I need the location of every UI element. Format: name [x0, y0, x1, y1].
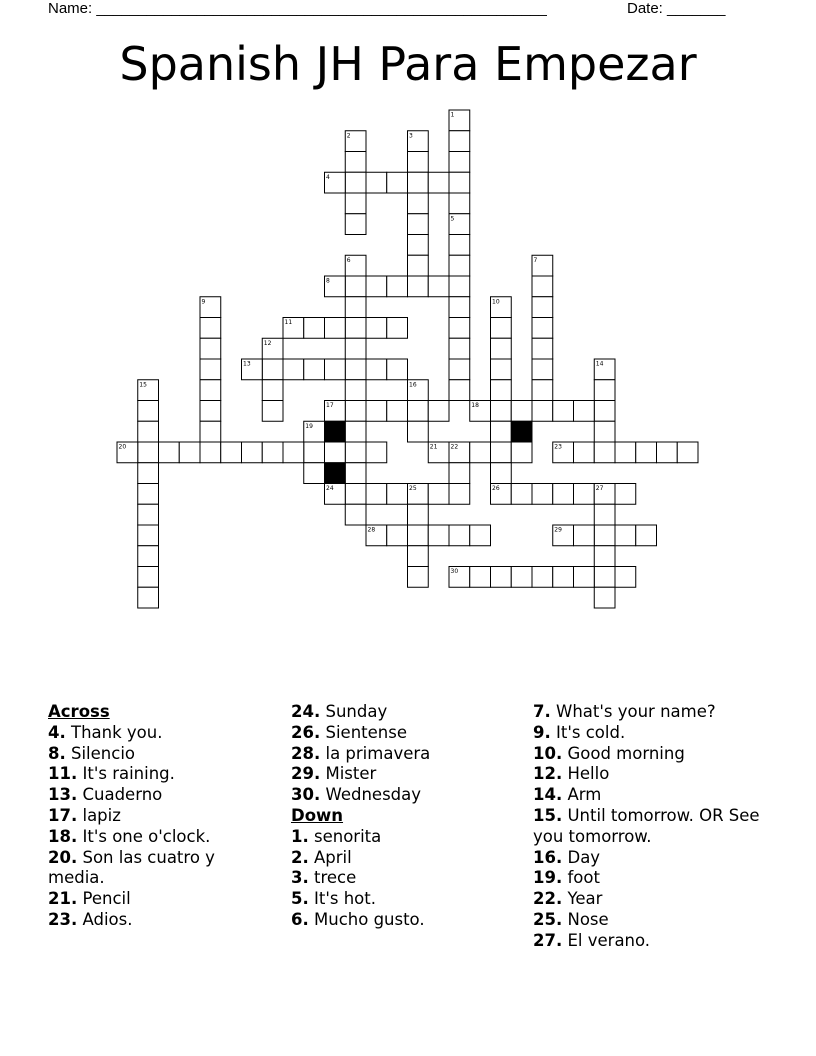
grid-cell[interactable]	[408, 172, 429, 193]
clue-text: Sientense	[325, 722, 407, 742]
clue-number: 29.	[291, 764, 321, 784]
grid-cell[interactable]	[345, 276, 366, 297]
clue-item	[533, 931, 763, 952]
grid-cell[interactable]	[615, 525, 636, 546]
clue-number-label: 18	[471, 402, 479, 409]
grid-cell[interactable]	[283, 442, 304, 463]
clue-number: 30.	[291, 785, 321, 805]
grid-cell[interactable]	[138, 525, 159, 546]
clue-number-label: 17	[326, 402, 334, 409]
grid-cell[interactable]	[532, 484, 553, 505]
clue-number: 13.	[48, 785, 78, 805]
clue-number-label: 6	[346, 256, 351, 264]
grid-cell[interactable]	[138, 546, 159, 567]
grid-cell[interactable]	[200, 442, 221, 463]
grid-cell[interactable]	[449, 193, 470, 214]
clue-text: Sunday	[325, 702, 388, 721]
grid-cell[interactable]	[408, 525, 429, 546]
clue-number: 20.	[48, 847, 78, 867]
clue-number-label: 8	[326, 277, 330, 285]
grid-cell[interactable]	[449, 276, 470, 297]
clue-item	[48, 764, 273, 785]
grid-cell[interactable]	[387, 484, 408, 505]
clue-text: Hello	[567, 764, 610, 784]
clue-number: 4.	[48, 722, 66, 742]
grid-cell[interactable]	[553, 567, 574, 588]
grid-cell[interactable]	[428, 172, 449, 193]
grid-cell[interactable]	[366, 276, 387, 297]
grid-cell[interactable]	[594, 401, 615, 422]
grid-cell[interactable]	[366, 318, 387, 339]
grid-cell[interactable]	[615, 484, 636, 505]
grid-cell[interactable]	[200, 359, 221, 380]
grid-cell[interactable]	[449, 463, 470, 484]
clue-number: 26.	[291, 722, 321, 742]
grid-cell[interactable]	[574, 525, 595, 546]
grid-cell[interactable]	[532, 338, 553, 359]
grid-cell[interactable]	[408, 193, 429, 214]
clue-item	[291, 785, 516, 806]
grid-cell[interactable]	[387, 401, 408, 422]
clue-number-label: 7	[533, 256, 538, 264]
clue-text: April	[314, 847, 352, 867]
clue-number: 21.	[48, 889, 78, 909]
clue-number-label: 5	[450, 215, 455, 223]
grid-cell[interactable]	[449, 297, 470, 318]
clue-number-label: 16	[409, 381, 417, 389]
grid-cell[interactable]	[449, 484, 470, 505]
grid-cell[interactable]	[594, 442, 615, 463]
grid-cell[interactable]	[532, 276, 553, 297]
grid-cell[interactable]	[138, 442, 159, 463]
clue-text: It's hot.	[314, 889, 376, 909]
grid-cell[interactable]	[221, 442, 242, 463]
clue-number: 1.	[291, 826, 309, 846]
grid-cell[interactable]	[594, 525, 615, 546]
grid-cell[interactable]	[283, 359, 304, 380]
grid-cell[interactable]	[532, 297, 553, 318]
grid-cell[interactable]	[574, 442, 595, 463]
clue-number-label: 19	[305, 422, 313, 430]
clue-number: 16.	[533, 847, 563, 867]
clue-text: Mucho gusto.	[314, 909, 425, 929]
clue-number: 7.	[533, 702, 551, 721]
clue-item	[533, 868, 763, 889]
grid-cell[interactable]	[345, 152, 366, 173]
grid-cell[interactable]	[532, 359, 553, 380]
clue-item	[48, 910, 273, 931]
across-heading: Across	[48, 702, 110, 721]
clue-item	[291, 744, 516, 765]
clue-item	[533, 702, 763, 723]
grid-cell[interactable]	[304, 463, 325, 484]
grid-cell[interactable]	[470, 567, 491, 588]
clue-text: Good morning	[567, 743, 685, 763]
grid-cell[interactable]	[262, 401, 283, 422]
clue-text: foot	[567, 868, 600, 888]
grid-cell[interactable]	[387, 525, 408, 546]
clue-item	[533, 744, 763, 765]
clue-number-label: 11	[284, 319, 293, 326]
clue-text: What's your name?	[556, 702, 716, 721]
clue-number-label: 20	[118, 443, 127, 451]
grid-cell[interactable]	[553, 484, 574, 505]
grid-cell[interactable]	[408, 276, 429, 297]
grid-cell[interactable]	[511, 442, 532, 463]
clue-number: 10.	[533, 743, 563, 763]
grid-cell[interactable]	[262, 380, 283, 401]
grid-cell[interactable]	[574, 401, 595, 422]
grid-cell[interactable]	[304, 442, 325, 463]
clue-item	[291, 910, 516, 931]
black-square	[511, 421, 532, 442]
grid-cell[interactable]	[532, 380, 553, 401]
grid-cell[interactable]	[159, 442, 180, 463]
clue-text: Mister	[325, 764, 377, 784]
clue-text: It's cold.	[556, 722, 626, 742]
grid-cell[interactable]	[242, 442, 263, 463]
grid-cell[interactable]	[200, 380, 221, 401]
clue-item	[48, 848, 273, 890]
clue-number: 2.	[291, 847, 309, 867]
grid-cell[interactable]	[449, 359, 470, 380]
grid-cell[interactable]	[345, 297, 366, 318]
grid-cell[interactable]	[345, 442, 366, 463]
clue-number: 19.	[533, 868, 563, 888]
grid-cell[interactable]	[408, 546, 429, 567]
clue-text: la primavera	[325, 743, 431, 763]
clue-text: senorita	[314, 826, 382, 846]
clue-item	[291, 827, 516, 848]
clue-number-label: 28	[367, 526, 376, 534]
grid-cell[interactable]	[491, 442, 512, 463]
grid-cell[interactable]	[491, 318, 512, 339]
clue-text: Day	[567, 847, 601, 867]
grid-cell[interactable]	[636, 442, 657, 463]
grid-cell[interactable]	[200, 421, 221, 442]
clue-item	[291, 868, 516, 889]
grid-cell[interactable]	[325, 442, 346, 463]
clue-number: 9.	[533, 722, 551, 742]
clue-number: 24.	[291, 702, 321, 721]
grid-cell[interactable]	[553, 401, 574, 422]
clue-number: 6.	[291, 909, 309, 929]
clue-number: 14.	[533, 785, 563, 805]
grid-cell[interactable]	[449, 318, 470, 339]
grid-cell[interactable]	[138, 463, 159, 484]
grid-cell[interactable]	[138, 587, 159, 608]
grid-cell[interactable]	[304, 359, 325, 380]
grid-cell[interactable]	[594, 380, 615, 401]
grid-cell[interactable]	[345, 359, 366, 380]
clue-number: 5.	[291, 889, 309, 909]
grid-cell[interactable]	[615, 567, 636, 588]
clue-item	[48, 889, 273, 910]
grid-cell[interactable]	[532, 401, 553, 422]
grid-cell[interactable]	[408, 401, 429, 422]
clue-text: trece	[314, 868, 357, 888]
clue-text: Pencil	[82, 889, 131, 909]
black-square	[325, 421, 346, 442]
grid-cell[interactable]	[594, 587, 615, 608]
grid-cell[interactable]	[408, 235, 429, 256]
down-heading: Down	[291, 805, 344, 825]
grid-cell[interactable]	[408, 214, 429, 235]
clue-text: Adios.	[82, 909, 133, 929]
clue-text: It's raining.	[82, 764, 175, 784]
clue-item	[291, 764, 516, 785]
clue-number: 12.	[533, 764, 563, 784]
grid-cell[interactable]	[449, 131, 470, 152]
clue-text: Until tomorrow. OR See you tomorrow.	[533, 805, 760, 846]
clue-number-label: 29	[554, 526, 562, 534]
date-label: Date:	[627, 0, 663, 17]
grid-cell[interactable]	[262, 359, 283, 380]
grid-cell[interactable]	[594, 421, 615, 442]
grid-cell[interactable]	[491, 463, 512, 484]
grid-cell[interactable]	[345, 504, 366, 525]
grid-cell[interactable]	[366, 172, 387, 193]
grid-cell[interactable]	[304, 318, 325, 339]
clue-number: 22.	[533, 889, 563, 909]
grid-cell[interactable]	[491, 567, 512, 588]
clue-number-label: 27	[595, 485, 604, 492]
clue-number: 23.	[48, 909, 78, 929]
grid-cell[interactable]	[200, 338, 221, 359]
grid-cell[interactable]	[532, 318, 553, 339]
grid-cell[interactable]	[387, 359, 408, 380]
clue-item	[291, 723, 516, 744]
clue-number-label: 24	[326, 485, 334, 492]
grid-cell[interactable]	[387, 172, 408, 193]
clue-text: Nose	[567, 909, 609, 929]
clue-item	[48, 723, 273, 744]
clue-text: Wednesday	[325, 785, 422, 805]
clue-number-label: 13	[243, 360, 251, 368]
grid-cell[interactable]	[138, 421, 159, 442]
puzzle-title: Spanish JH Para Empezar	[119, 37, 697, 91]
clue-number: 15.	[533, 805, 563, 825]
grid-cell[interactable]	[200, 318, 221, 339]
grid-cell[interactable]	[345, 421, 366, 442]
grid-cell[interactable]	[366, 442, 387, 463]
grid-cell[interactable]	[677, 442, 698, 463]
grid-cell[interactable]	[449, 235, 470, 256]
clue-column-3	[533, 702, 763, 952]
grid-cell[interactable]	[594, 546, 615, 567]
grid-cell[interactable]	[428, 401, 449, 422]
grid-cell[interactable]	[428, 525, 449, 546]
grid-cell[interactable]	[345, 401, 366, 422]
grid-cell[interactable]	[491, 401, 512, 422]
grid-cell[interactable]	[366, 359, 387, 380]
clue-text: It's one o'clock.	[82, 826, 211, 846]
grid-cell[interactable]	[449, 380, 470, 401]
clue-number: 25.	[533, 909, 563, 929]
clue-column-1	[48, 702, 273, 931]
clue-item	[533, 764, 763, 785]
grid-cell[interactable]	[449, 525, 470, 546]
clue-item	[48, 827, 273, 848]
grid-cell[interactable]	[345, 463, 366, 484]
clue-item	[48, 744, 273, 765]
grid-cell[interactable]	[470, 442, 491, 463]
grid-cell[interactable]	[594, 504, 615, 525]
clue-number-label: 3	[409, 132, 413, 140]
name-label: Name:	[48, 0, 93, 17]
clue-item	[291, 702, 516, 723]
grid-cell[interactable]	[491, 421, 512, 442]
clue-text: Silencio	[71, 743, 136, 763]
clue-number-label: 21	[429, 443, 438, 451]
grid-cell[interactable]	[615, 442, 636, 463]
clue-item	[48, 806, 273, 827]
grid-cell[interactable]	[449, 172, 470, 193]
grid-cell[interactable]	[428, 276, 449, 297]
clue-number-label: 14	[595, 360, 604, 368]
grid-cell[interactable]	[574, 567, 595, 588]
clue-number-label: 9	[201, 298, 206, 306]
clue-text: lapiz	[82, 805, 121, 825]
black-square	[325, 463, 346, 484]
grid-cell[interactable]	[345, 380, 366, 401]
clue-number: 3.	[291, 868, 309, 888]
grid-cell[interactable]	[179, 442, 200, 463]
grid-cell[interactable]	[345, 338, 366, 359]
grid-cell[interactable]	[345, 318, 366, 339]
clue-item	[533, 848, 763, 869]
name-blank: ______________________________________________________	[96, 0, 547, 17]
clue-item	[533, 785, 763, 806]
grid-cell[interactable]	[449, 255, 470, 276]
clue-text: El verano.	[567, 930, 651, 950]
grid-cell[interactable]	[408, 255, 429, 276]
grid-cell[interactable]	[345, 214, 366, 235]
grid-cell[interactable]	[408, 152, 429, 173]
grid-cell[interactable]	[408, 504, 429, 525]
grid-cell[interactable]	[138, 504, 159, 525]
clue-text: Son las cuatro y media.	[48, 847, 215, 888]
grid-cell[interactable]	[491, 380, 512, 401]
clue-number-label: 10	[492, 298, 500, 306]
grid-cell[interactable]	[138, 401, 159, 422]
grid-cell[interactable]	[345, 172, 366, 193]
clue-item	[533, 910, 763, 931]
clue-text: Thank you.	[71, 722, 163, 742]
clue-number-label: 25	[409, 485, 417, 492]
clue-item	[291, 889, 516, 910]
grid-cell[interactable]	[470, 525, 491, 546]
clue-number-label: 23	[554, 443, 562, 451]
clue-item	[533, 723, 763, 744]
clue-item	[533, 806, 763, 848]
grid-cell[interactable]	[449, 338, 470, 359]
clue-number-label: 26	[492, 485, 500, 492]
grid-cell[interactable]	[138, 484, 159, 505]
clue-number: 18.	[48, 826, 78, 846]
clue-number-label: 15	[139, 381, 147, 389]
clue-text: Year	[567, 889, 603, 909]
grid-cell[interactable]	[636, 525, 657, 546]
grid-cell[interactable]	[200, 401, 221, 422]
clue-number-label: 12	[263, 339, 272, 347]
grid-cell[interactable]	[574, 484, 595, 505]
grid-cell[interactable]	[511, 401, 532, 422]
grid-cell[interactable]	[594, 567, 615, 588]
grid-cell[interactable]	[138, 567, 159, 588]
clue-number: 11.	[48, 764, 78, 784]
grid-cell[interactable]	[449, 152, 470, 173]
clue-number-label: 22	[450, 443, 459, 451]
clue-text: Cuaderno	[82, 785, 163, 805]
clue-number: 17.	[48, 805, 78, 825]
date-blank: _______	[667, 0, 726, 17]
clue-text: Arm	[567, 785, 602, 805]
grid-cell[interactable]	[262, 442, 283, 463]
grid-cell[interactable]	[325, 318, 346, 339]
grid-cell[interactable]	[491, 338, 512, 359]
clue-item	[291, 848, 516, 869]
grid-cell[interactable]	[532, 567, 553, 588]
grid-cell[interactable]	[408, 421, 429, 442]
grid-cell[interactable]	[345, 193, 366, 214]
clue-number-label: 4	[326, 173, 330, 181]
clue-number: 27.	[533, 930, 563, 950]
clue-number: 8.	[48, 743, 66, 763]
grid-cell[interactable]	[511, 484, 532, 505]
clue-number: 28.	[291, 743, 321, 763]
clue-number-label: 30	[450, 568, 459, 575]
grid-cell[interactable]	[387, 276, 408, 297]
grid-cell[interactable]	[511, 567, 532, 588]
grid-cell[interactable]	[366, 401, 387, 422]
clue-column-2	[291, 702, 516, 931]
grid-cell[interactable]	[387, 318, 408, 339]
grid-cell[interactable]	[491, 359, 512, 380]
grid-cell[interactable]	[345, 484, 366, 505]
grid-cell[interactable]	[408, 567, 429, 588]
grid-cell[interactable]	[325, 359, 346, 380]
clue-item	[48, 785, 273, 806]
clue-number-label: 2	[346, 132, 351, 140]
grid-cell[interactable]	[428, 484, 449, 505]
grid-cell[interactable]	[366, 484, 387, 505]
clue-item	[533, 889, 763, 910]
clue-number-label: 1	[450, 111, 455, 119]
grid-cell[interactable]	[657, 442, 678, 463]
